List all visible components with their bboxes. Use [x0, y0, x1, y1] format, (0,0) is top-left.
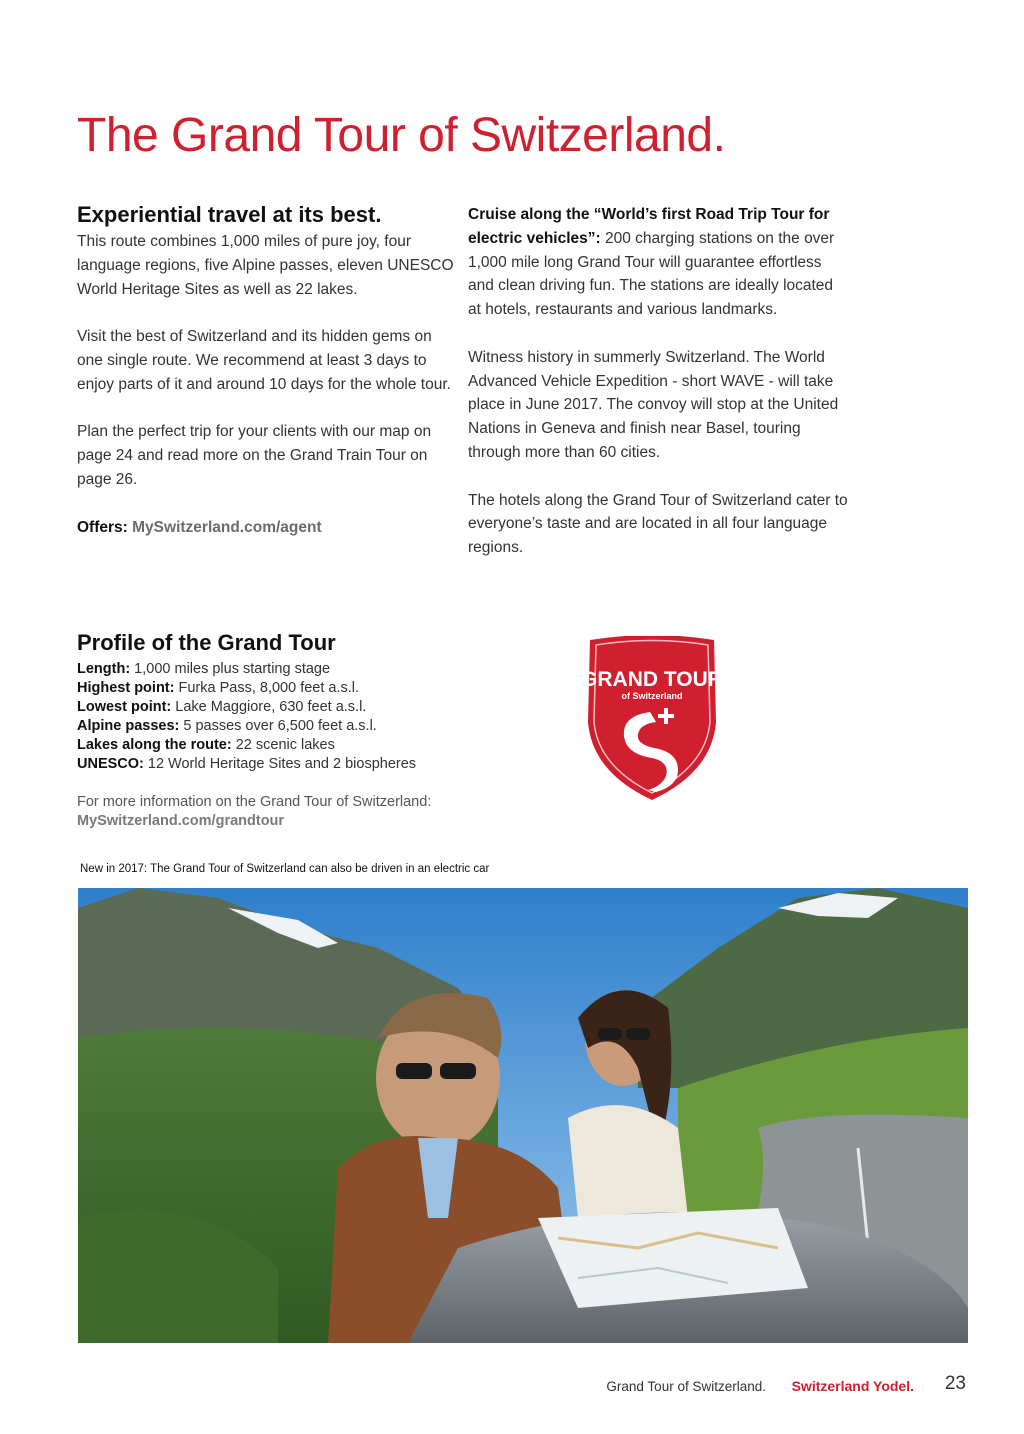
profile-label: Lakes along the route:	[77, 737, 232, 753]
intro-heading: Experiential travel at its best.	[77, 202, 382, 227]
profile-row-lowest	[77, 698, 497, 717]
profile-label: Alpine passes:	[77, 718, 180, 734]
profile-label: Highest point:	[77, 680, 175, 696]
electric-column	[468, 200, 848, 584]
profile-label: Length:	[77, 661, 131, 677]
footer-label: Grand Tour of Switzerland.	[606, 1379, 766, 1394]
footer-brand: Switzerland Yodel.	[791, 1378, 914, 1394]
offers-label: Offers:	[77, 518, 128, 536]
page-title: The Grand Tour of Switzerland.	[77, 109, 726, 162]
electric-lead-b: World’s first Road Trip Tour for electric vehicles	[468, 206, 830, 247]
sunglasses-icon	[396, 1063, 432, 1079]
electric-lead-a: Cruise along the “	[468, 206, 602, 223]
profile-value: 22 scenic lakes	[231, 737, 335, 753]
profile-value: Furka Pass, 8,000 feet a.s.l.	[174, 680, 360, 696]
photo-scene	[78, 888, 968, 1343]
profile-value: 12 World Heritage Sites and 2 biospheres	[143, 756, 417, 772]
electric-paragraph-3: The hotels along the Grand Tour of Switzerland cater to everyone’s taste and are located in all four language regions.	[468, 491, 848, 557]
photo-caption: New in 2017: The Grand Tour of Switzerland can also be driven in an electric car	[80, 863, 490, 875]
profile-row-length	[77, 660, 497, 679]
page-number: 23	[944, 1373, 966, 1394]
electric-paragraph-1	[468, 203, 848, 322]
profile-heading: Profile of the Grand Tour	[77, 630, 336, 655]
shield-icon	[582, 636, 722, 802]
profile-row-highest	[77, 679, 497, 698]
electric-paragraph-1-text: 200 charging stations on the over 1,000 mile long Grand Tour will guarantee effortless and clean driving fun. The stations are ideally located at hotels, restaurants and various landmarks.	[468, 229, 835, 319]
profile-value: 1,000 miles plus starting stage	[130, 661, 331, 677]
more-info-text: For more information on the Grand Tour of Switzerland:	[77, 794, 432, 810]
profile-row-lakes	[77, 736, 497, 755]
profile-section	[77, 628, 497, 831]
profile-value: Lake Maggiore, 630 feet a.s.l.	[171, 699, 367, 715]
logo-line1: GRAND TOUR	[582, 668, 722, 691]
grandtour-link[interactable]: MySwitzerland.com/grandtour	[77, 813, 285, 829]
offers-link[interactable]: MySwitzerland.com/agent	[132, 518, 322, 536]
more-info	[77, 793, 497, 831]
electric-lead-c: ”:	[587, 229, 601, 247]
page-footer	[0, 1372, 1024, 1402]
profile-label: UNESCO:	[77, 756, 144, 772]
profile-row-unesco	[77, 755, 497, 774]
electric-paragraph-2: Witness history in summerly Switzerland. The World Advanced Vehicle Expedition - short WAVE - will take place in June 2017. The convoy will stop at the United Nations in Geneva and finish near Basel, touring through more than 60 cities.	[468, 348, 839, 461]
hero-photo	[78, 888, 968, 1343]
intro-paragraph-3: Plan the perfect trip for your clients with our map on page 24 and read more on the Grand Train Tour on page 26.	[77, 423, 432, 488]
profile-value: 5 passes over 6,500 feet a.s.l.	[179, 718, 377, 734]
profile-list	[77, 660, 497, 774]
offers-line	[77, 516, 457, 540]
grand-tour-logo	[582, 636, 722, 802]
intro-paragraph-1: This route combines 1,000 miles of pure joy, four language regions, five Alpine passes, eleven UNESCO World Heritage Sites as well as 22 lakes.	[77, 233, 454, 298]
profile-row-passes	[77, 717, 497, 736]
logo-line2: of Switzerland	[621, 691, 683, 701]
intro-column	[77, 200, 457, 539]
intro-paragraph-2: Visit the best of Switzerland and its hidden gems on one single route. We recommend at least 3 days to enjoy parts of it and around 10 days for the whole tour.	[77, 328, 451, 393]
profile-label: Lowest point:	[77, 699, 172, 715]
